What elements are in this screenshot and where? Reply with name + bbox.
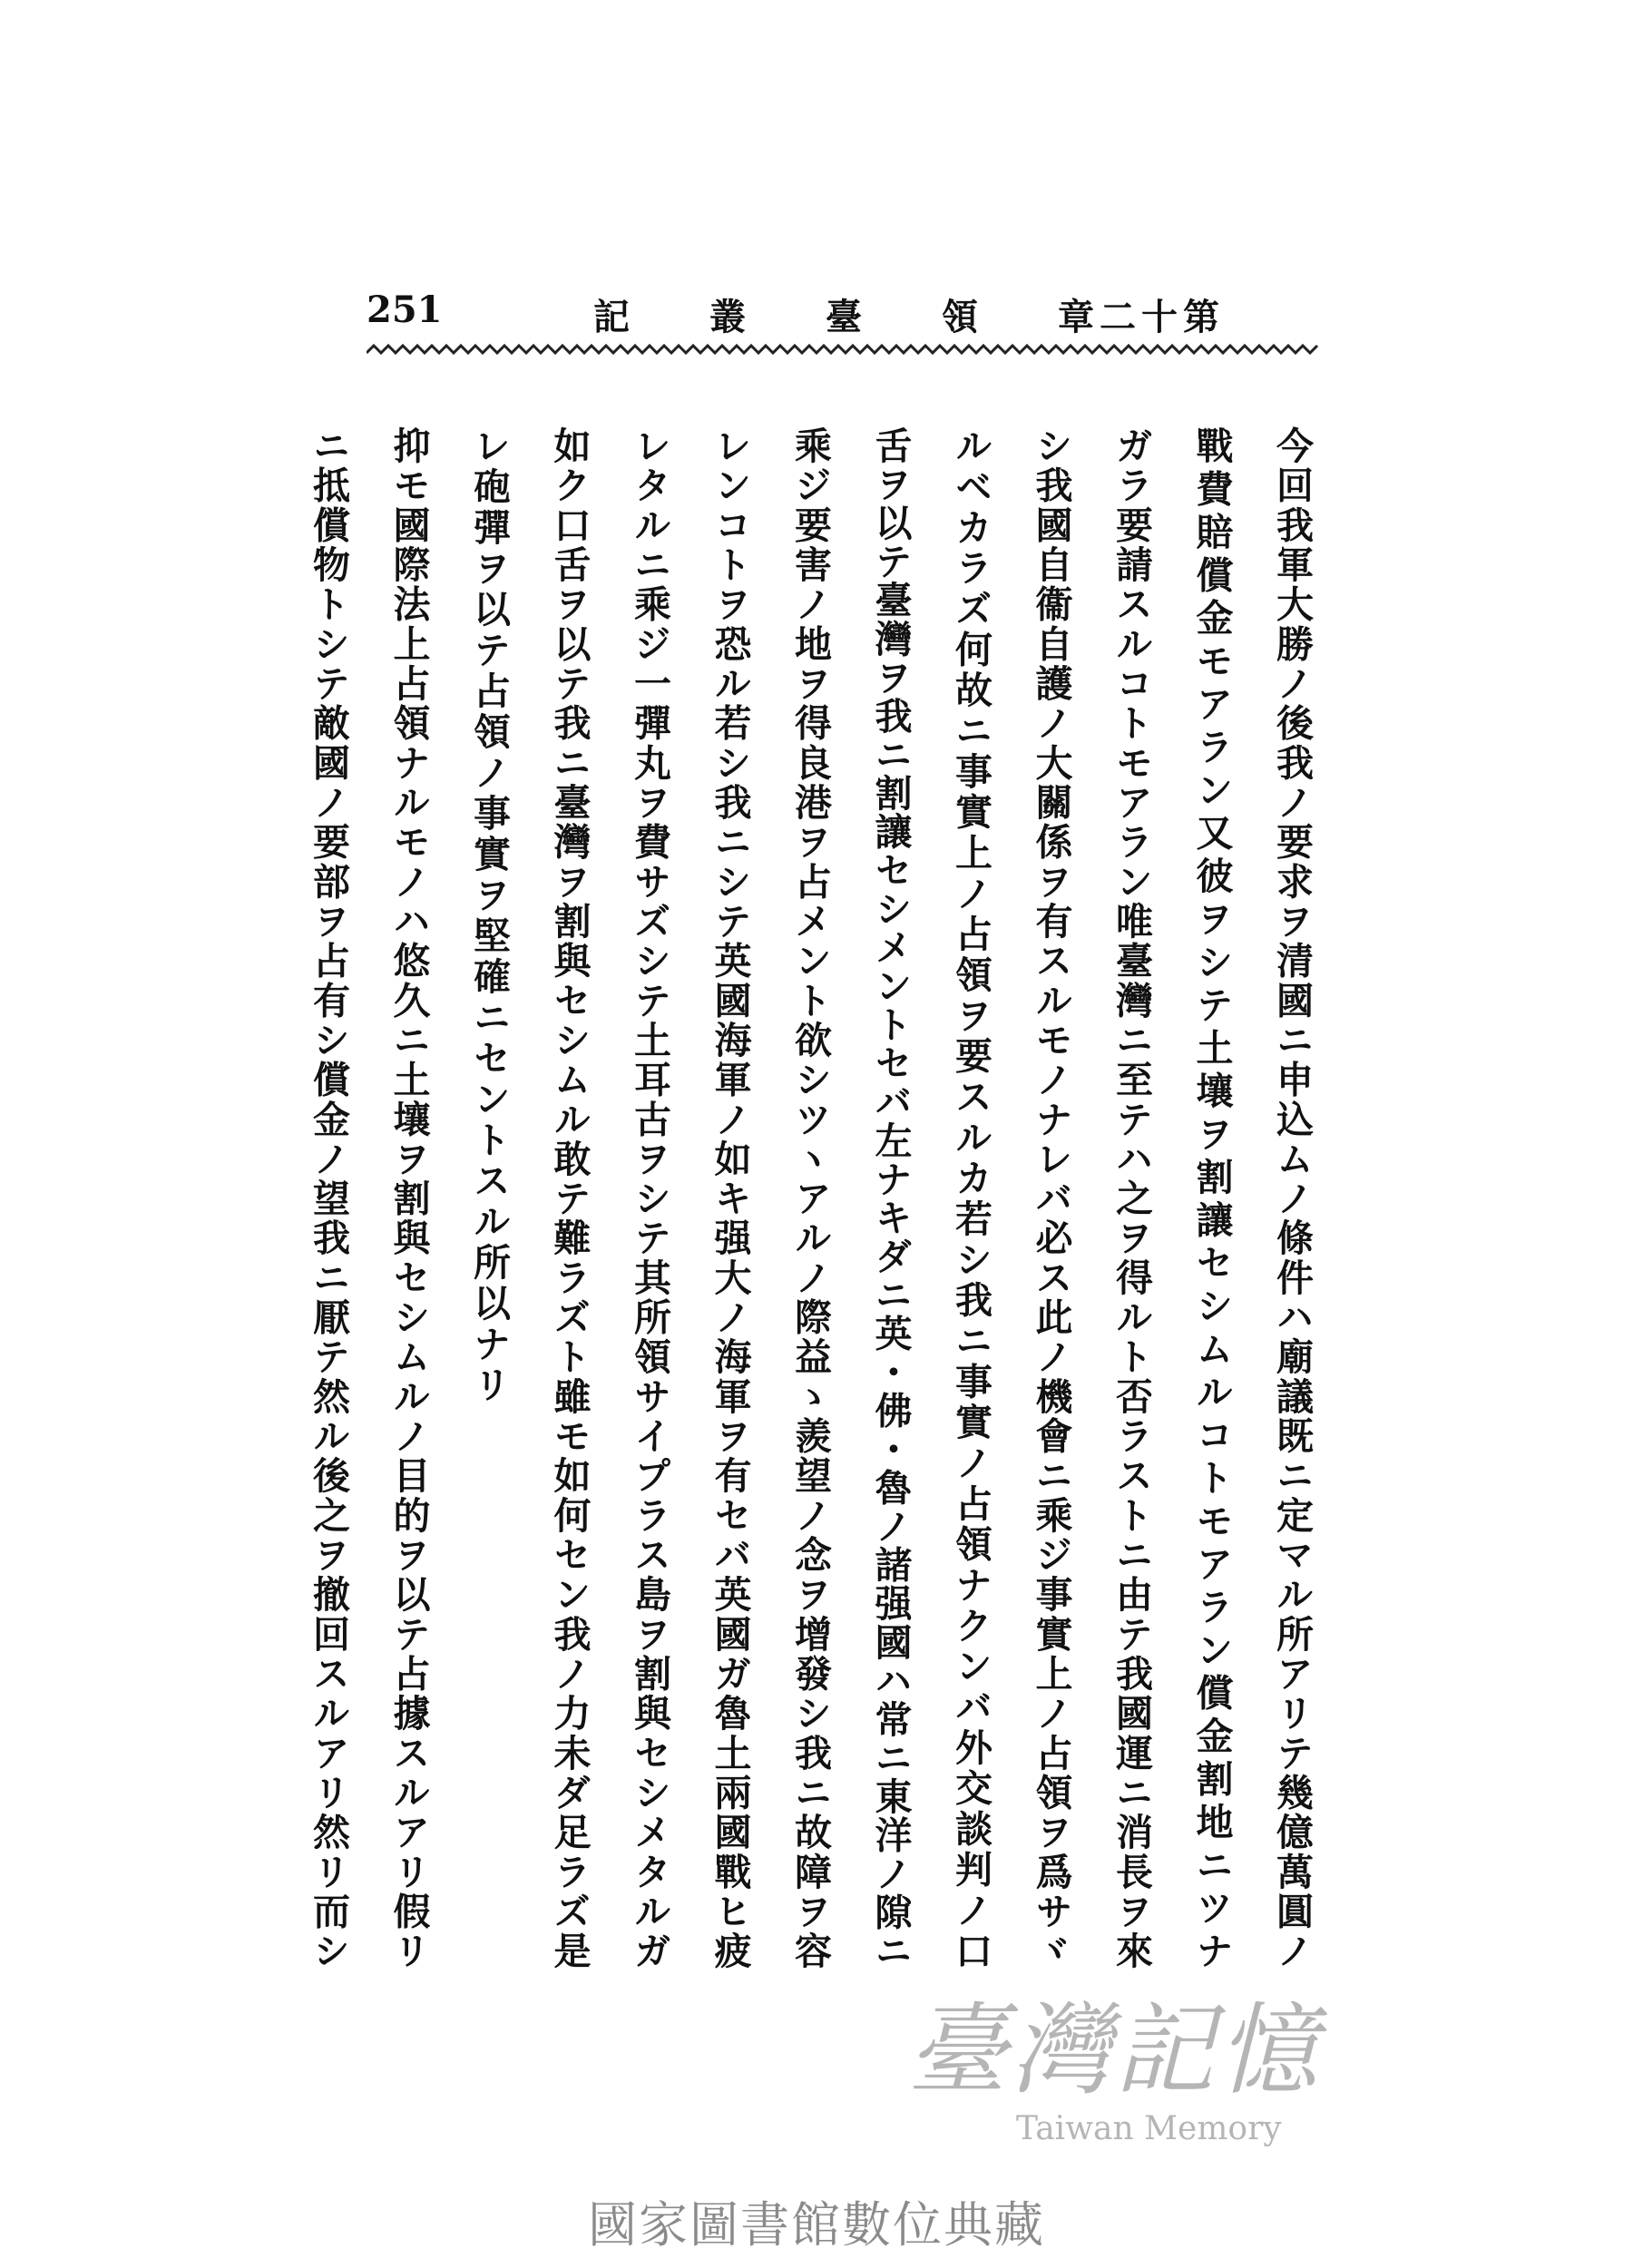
title-char: 臺 (826, 296, 862, 338)
text-column: ルベカラズ何故ニ事實上ノ占領ヲ要スルカ若シ我ニ事實ノ占領ナクンバ外交談判ノ口 (949, 426, 993, 1969)
title-char: 領 (942, 296, 978, 338)
text-column: 乘ジ要害ノ地ヲ得良港ヲ占メント欲シツヽアルノ際益ゝ羨望ノ念ヲ增發シ我ニ故障ヲ容 (788, 426, 832, 1969)
vertical-text-body (288, 426, 1332, 1969)
text-column: 如ク口舌ヲ以テ我ニ臺灣ヲ割與セシムル敢テ難ラズト雖モ如何セン我ノ力未ダ足ラズ是 (547, 426, 592, 1969)
watermark-text: 臺灣記憶 (907, 1992, 1321, 2108)
footer-credit: 國家圖書館數位典藏 (588, 2196, 1045, 2253)
watermark-logo (907, 1991, 1321, 2149)
watermark-subtitle: Taiwan Memory (1016, 2110, 1282, 2147)
text-column: ニ抵償物トシテ敵國ノ要部ヲ占有シ償金ノ望我ニ厭テ然ル後之ヲ撤回スルアリ然リ而シ (307, 426, 350, 1969)
text-column: レンコトヲ恐ル若シ我ニシテ英國海軍ノ如キ强大ノ海軍ヲ有セバ英國ガ魯土兩國戰ヒ疲 (708, 426, 752, 1969)
text-column: 戰費賠償金モアラン又彼ヲシテ土壤ヲ割讓セシムルコトモアラン償金割地ニツナ (1189, 426, 1234, 1969)
running-title (593, 288, 1225, 340)
text-column: レ砲彈ヲ以テ占領ノ事實ヲ堅確ニセントスル所以ナリ (467, 426, 511, 1406)
text-column: ガラ要請スルコトモアラン唯臺灣ニ至テハ之ヲ得ルト否ラストニ由テ我國運ニ消長ヲ來 (1110, 426, 1153, 1969)
text-column: レタルニ乘ジ一彈丸ヲ費サズシテ土耳古ヲシテ其所領サイプラス島ヲ割與セシメタルガ (628, 426, 671, 1969)
page-number: 251 (367, 288, 443, 331)
text-column: シ我國自衞自護ノ大關係ヲ有スルモノナレバ必ス此ノ機會ニ乘ジ事實上ノ占領ヲ爲サヾ (1029, 426, 1073, 1969)
text-column: 舌ヲ以テ臺灣ヲ我ニ割讓セシメントセバ左ナキダニ英・佛・魯ノ諸强國ハ常ニ東洋ノ隙ニ (868, 426, 913, 1969)
running-header (367, 288, 1321, 338)
title-char: 叢 (709, 296, 746, 338)
chapter-label: 第十二章 (1058, 296, 1225, 338)
text-column: 今回我軍大勝ノ後我ノ要求ヲ清國ニ申込ムノ條件ハ廟議既ニ定マル所アリテ幾億萬圓ノ (1270, 426, 1314, 1969)
text-column: 抑モ國際法上占領ナルモノハ悠久ニ土壤ヲ割與セシムルノ目的ヲ以テ占據スルアリ假リ (386, 426, 431, 1969)
title-char: 記 (593, 296, 630, 338)
wavy-rule-divider (367, 343, 1321, 356)
